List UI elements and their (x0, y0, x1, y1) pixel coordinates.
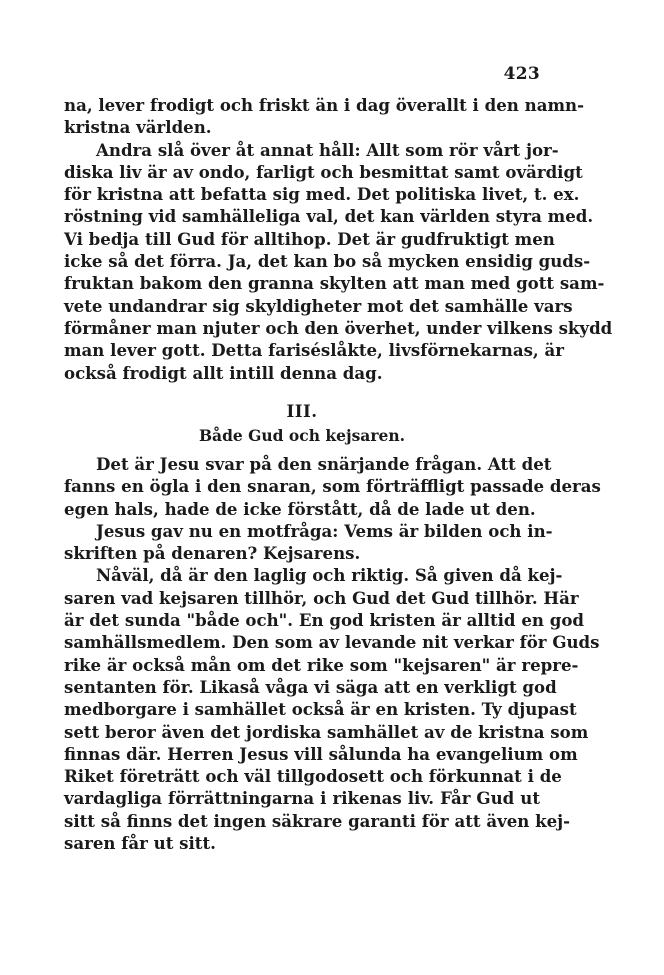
text-line: är det sunda "både och". En god kristen är alltid en god (64, 610, 584, 631)
text-line: diska liv är av ondo, farligt och besmittat samt ovärdigt (64, 161, 583, 182)
section-number: III. (286, 401, 318, 421)
text-line: Det är Jesu svar på den snärjande frågan. Att det (96, 454, 552, 474)
text-line: Riket företrätt och väl tillgodosett och förkunnat i de (64, 766, 562, 787)
text-line: saren får ut sitt. (64, 833, 216, 854)
text-line: man lever gott. Detta fariséslåkte, livsförnekarnas, är (64, 340, 564, 361)
text-line: medborgare i samhället också är en kristen. Ty djupast (64, 699, 577, 720)
text-line: sentanten för. Likaså våga vi säga att en verkligt god (64, 676, 557, 697)
text-line: för kristna att befatta sig med. Det politiska livet, t. ex. (64, 184, 580, 205)
text-line: na, lever frodigt och friskt än i dag överallt i den namn- (64, 95, 584, 115)
text-line: Nåväl, då är den laglig och riktig. Så given då kej- (96, 565, 563, 586)
text-line: icke så det förra. Ja, det kan bo så mycken ensidig guds- (64, 251, 591, 272)
paragraph-motfraga (64, 520, 553, 565)
text-line: rike är också mån om det rike som "kejsaren" är repre- (64, 654, 579, 675)
text-line: röstning vid samhälleliga val, det kan världen styra med. (64, 206, 594, 227)
page-number: 423 (503, 64, 540, 84)
text-line: samhällsmedlem. Den som av levande nit verkar för Guds (64, 632, 600, 653)
text-line: egen hals, hade de icke förstått, då de lade ut den. (64, 498, 536, 519)
text-line: fruktan bakom den granna skylten att man med gott sam- (64, 273, 605, 294)
text-line: förmåner man njuter och den överhet, under vilkens skydd (64, 317, 613, 338)
text-line: saren vad kejsaren tillhör, och Gud det Gud tillhör. Här (64, 587, 579, 608)
paragraph-andra (64, 139, 613, 384)
section-title: Både Gud och kejsaren. (198, 426, 406, 445)
text-line: Andra slå över åt annat håll: Allt som rör vårt jor- (96, 139, 559, 160)
paragraph-continuation (64, 94, 584, 139)
text-line: vardagliga förrättningarna i rikenas liv. Får Gud ut (64, 788, 540, 809)
text-line: finnas där. Herren Jesus vill sålunda ha evangelium om (64, 743, 578, 764)
text-line: sett beror även det jordiska samhället av de kristna som (64, 721, 589, 742)
text-line: skriften på denaren? Kejsarens. (64, 543, 361, 564)
text-line: också frodigt allt intill denna dag. (64, 362, 383, 383)
text-line: fanns en ögla i den snaran, som förträffligt passade deras (64, 476, 601, 497)
text-block-section (64, 453, 601, 854)
text-line: kristna världen. (64, 117, 212, 138)
text-line: sitt så finns det ingen säkrare garanti för att även kej- (64, 810, 571, 831)
text-block-top (64, 94, 613, 384)
text-line: Jesus gav nu en motfråga: Vems är bilden och in- (96, 520, 553, 541)
text-line: vete undandrar sig skyldigheter mot det samhälle vars (64, 295, 573, 316)
paragraph-naval (64, 564, 600, 854)
paragraph-jesu-svar (64, 453, 601, 520)
text-line: Vi bedja till Gud för alltihop. Det är gudfruktigt men (64, 228, 555, 249)
